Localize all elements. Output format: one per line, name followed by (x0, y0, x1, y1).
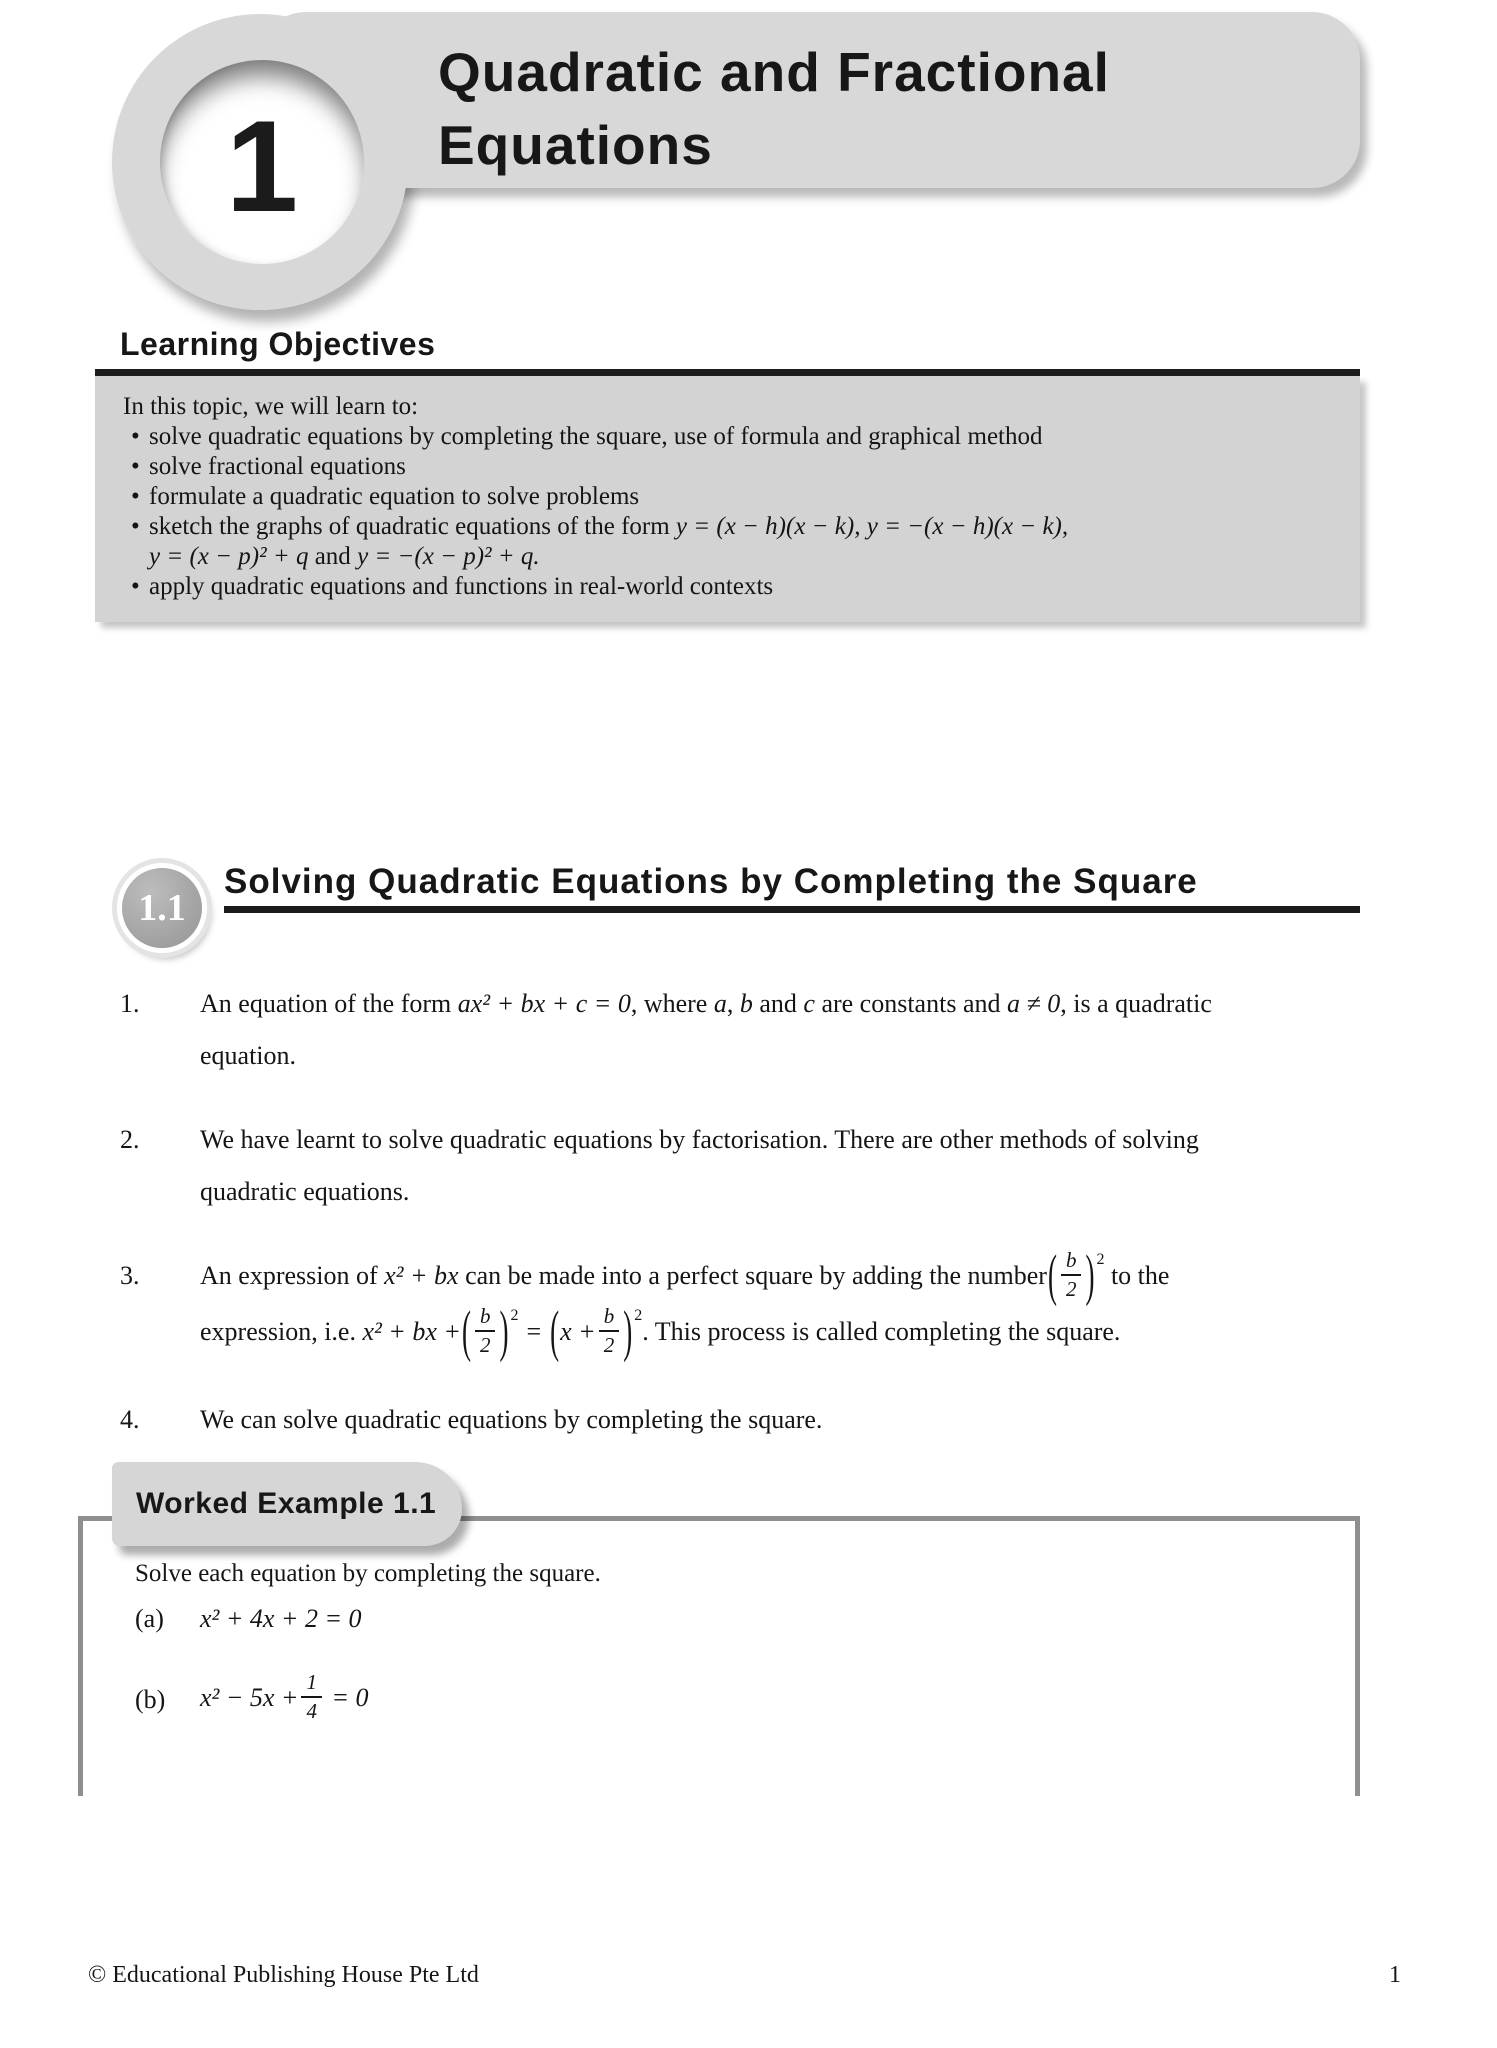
point-text: We can solve quadratic equations by completing the square. (200, 1405, 823, 1434)
part-label: (a) (135, 1604, 164, 1633)
objective-line2: y = (x − p)² + q and y = −(x − p)² + q. (149, 543, 540, 570)
bullet-marker: • (131, 513, 140, 540)
objective-item (123, 452, 1360, 482)
point-row-3 (120, 1243, 1370, 1363)
objective-line1: sketch the graphs of quadratic equations of the form y = (x − h)(x − k), y = −(x − h)(x − k), (149, 513, 1069, 540)
example-part-b (135, 1652, 369, 1748)
point-row-4 (120, 1394, 1370, 1446)
objectives-intro: In this topic, we will learn to: (123, 393, 419, 420)
fraction: $\frac{b}{2}$ (1061, 1250, 1082, 1300)
points-list (120, 978, 1370, 1478)
exponent: 2 (634, 1307, 643, 1324)
learning-objectives-heading: Learning Objectives (120, 326, 436, 362)
objective-item (123, 482, 1360, 512)
section-heading: Solving Quadratic Equations by Completing the Square (224, 862, 1198, 901)
part-equation: x² + 4x + 2 = 0 (200, 1604, 362, 1633)
point-number: 3. (120, 1261, 140, 1290)
example-part-a (135, 1604, 362, 1634)
worked-example-tab (112, 1462, 462, 1546)
chapter-number: 1 (225, 93, 299, 239)
chapter-title-line2: Equations (438, 113, 713, 176)
objective-item (123, 422, 1360, 452)
exponent: 2 (1096, 1251, 1105, 1268)
right-paren: ) (1085, 1243, 1095, 1307)
left-paren: ( (550, 1299, 560, 1363)
chapter-title-line1: Quadratic and Fractional (438, 41, 1110, 103)
chapter-title (438, 36, 1298, 181)
bullet-marker: • (131, 483, 140, 510)
left-paren: ( (1047, 1243, 1057, 1307)
bullet-marker: • (131, 423, 140, 450)
objective-text: solve quadratic equations by completing the square, use of formula and graphical method (149, 423, 1043, 450)
point-number: 4. (120, 1405, 140, 1434)
objective-text: formulate a quadratic equation to solve problems (149, 483, 640, 510)
worked-example-title: Worked Example 1.1 (136, 1487, 437, 1520)
right-paren: ) (623, 1299, 633, 1363)
fraction-b-over-2-squared (461, 1299, 519, 1363)
right-paren: ) (499, 1299, 509, 1363)
objective-item (123, 572, 1360, 602)
learning-objectives-box (95, 376, 1360, 622)
section-underline (224, 906, 1360, 913)
worked-example-border-left (78, 1516, 83, 1796)
bullet-marker: • (131, 573, 140, 600)
point-text: An equation of the form ax² + bx + c = 0, where a, b and c are constants and a ≠ 0, is a quadratic equation. (200, 989, 1212, 1070)
exponent: 2 (510, 1307, 519, 1324)
point-row-2 (120, 1114, 1370, 1218)
left-paren: ( (461, 1299, 471, 1363)
point-text: An expression of x² + bx can be made into a perfect square by adding the number( $\frac{b}{2}$ ) $^2$ to the expression, i.e. x² + bx +( $\frac{b}{2}$ ) $^2$= (x + $\frac{b}{2}$ ) $^2$. This process is called completing the square. (200, 1250, 1370, 1362)
worked-example-intro: Solve each equation by completing the square. (135, 1560, 601, 1587)
point-text: We have learnt to solve quadratic equations by factorisation. There are other methods of solving quadratic equations. (200, 1125, 1199, 1206)
worked-example-border-right (1355, 1516, 1360, 1796)
part-equation: x² − 5x + $\frac{1}{4}$ = 0 (200, 1670, 369, 1723)
part-label: (b) (135, 1685, 166, 1714)
fraction: $\frac{b}{2}$ (599, 1306, 620, 1356)
perfect-square-expression: (x + $\frac{b}{2}$ ) $^2$ (549, 1317, 642, 1346)
bullet-marker: • (131, 453, 140, 480)
page-number: 1 (1389, 1962, 1401, 1988)
fraction: $\frac{1}{4}$ (301, 1672, 322, 1722)
point-row-1 (120, 978, 1370, 1082)
point-number: 2. (120, 1125, 140, 1154)
point-number: 1. (120, 989, 140, 1018)
footer-copyright: © Educational Publishing House Pte Ltd (88, 1962, 479, 1988)
section-badge: 1.1 (117, 863, 207, 953)
objective-text: apply quadratic equations and functions in real-world contexts (149, 573, 774, 600)
objective-item (123, 512, 1360, 572)
fraction: $\frac{b}{2}$ (475, 1306, 496, 1356)
objective-text: solve fractional equations (149, 453, 406, 480)
fraction-b-over-2-squared (1047, 1243, 1105, 1307)
chapter-circle (160, 60, 364, 264)
objective-text (149, 512, 1360, 572)
learning-objectives-rule (95, 369, 1360, 376)
